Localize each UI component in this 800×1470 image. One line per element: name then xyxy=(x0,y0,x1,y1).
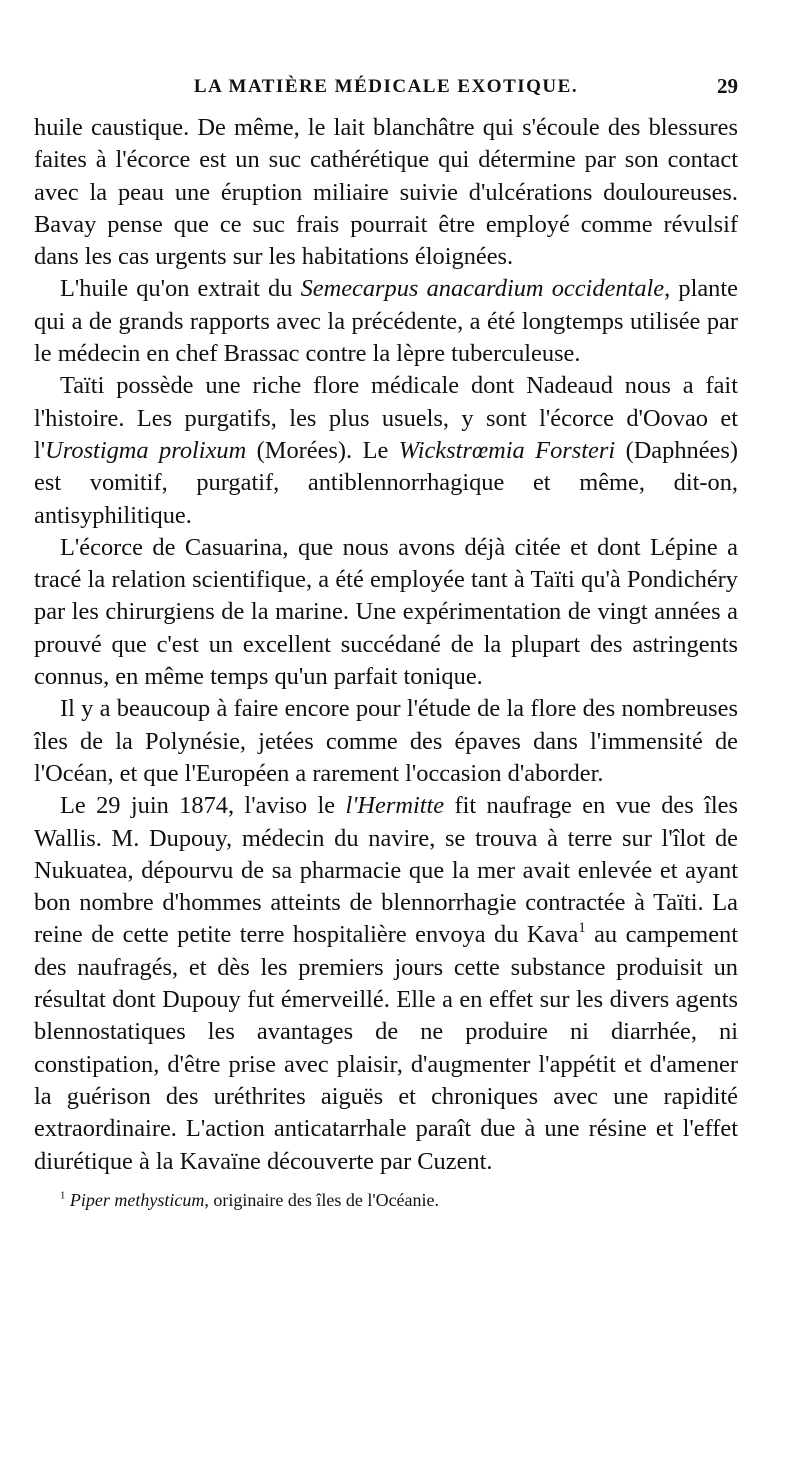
ship-name: l'Hermitte xyxy=(345,792,445,820)
paragraph-4 xyxy=(34,532,738,693)
running-title: LA MATIÈRE MÉDICALE EXOTIQUE. xyxy=(193,76,579,97)
species-name: Semecarpus anacardium occidentale xyxy=(300,275,665,303)
paragraph-text: au campement des naufragés, et dès les premiers jours cette substance produisit un résultat dont Dupouy fut émerveillé. Elle a en effet sur les divers agents blennostatiques les avantages de ne produire ni diarrhée, ni constipation, d'être prise avec plaisir, d'augmenter l'appétit et d'amener la guérison des uréthrites aiguës et chroniques avec une rapidité extraordinaire. L'action anticatarrhale paraît due à une résine et l'effet diurétique à la Kavaïne découverte par Cuzent. xyxy=(34,921,738,1175)
paragraph-text: Taïti possède une riche flore médicale dont Nadeaud nous a fait l'histoire. Les purgatifs, les plus usuels, y sont l'écorce d'Oovao et l' xyxy=(34,372,738,464)
paragraph-text: Il y a beaucoup à faire encore pour l'étude de la flore des nombreuses îles de la Polynésie, jetées comme des épaves dans l'immensité de l'Océan, et que l'Européen a rarement l'occasion d'aborder. xyxy=(34,695,738,787)
paragraph-text: L'huile qu'on extrait du xyxy=(60,275,301,303)
paragraph-text: L'écorce de Casuarina, que nous avons déjà citée et dont Lépine a tracé la relation scientifique, a été employée tant à Taïti qu'à Pondichéry par les chirurgiens de la marine. Une expérimentation de vingt années a prouvé que c'est un excellent succédané de la plupart des astringents connus, en même temps qu'un parfait tonique. xyxy=(34,533,738,691)
footnote xyxy=(34,1188,738,1212)
footnote-text: , originaire des îles de l'Océanie. xyxy=(204,1189,440,1210)
footnote-marker: 1 xyxy=(60,1189,66,1202)
paragraph-text: (Daphnées) est vomitif, purgatif, antiblennorrhagique et même, dit-on, antisyphilitique. xyxy=(34,436,738,529)
paragraph-text: , plante qui a de grands rapports avec la précédente, a été longtemps utilisée par le médecin en chef Brassac contre la lèpre tuberculeuse. xyxy=(34,275,738,368)
paragraph-3 xyxy=(34,370,738,531)
paragraph-6 xyxy=(34,790,738,1178)
species-name: Wickstrœmia Forsteri xyxy=(398,436,616,464)
paragraph-text: fit naufrage en vue des îles Wallis. M. Dupouy, médecin du navire, se trouva à terre sur l'îlot de Nukuatea, dépourvu de sa pharmacie que la mer avait enlevée et ayant bon nombre d'hommes atteints de blennorrhagie contractée à Taïti. La reine de cette petite terre hospitalière envoya du Kava xyxy=(34,792,738,949)
paragraph-5 xyxy=(34,693,738,790)
species-name: Piper methysticum xyxy=(69,1189,205,1210)
body-text xyxy=(34,112,738,1178)
paragraph-1 xyxy=(34,112,738,273)
footnote-ref: 1 xyxy=(578,920,586,937)
paragraph-2 xyxy=(34,273,738,370)
book-page xyxy=(34,72,738,1212)
paragraph-text: huile caustique. De même, le lait blanchâtre qui s'écoule des blessures faites à l'écorce est un suc cathérétique qui détermine par son contact avec la peau une éruption miliaire suivie d'ulcérations douloureuses. Bavay pense que ce suc frais pourrait être employé comme révulsif dans les cas urgents sur les habitations éloignées. xyxy=(34,114,738,271)
species-name: Urostigma prolixum xyxy=(45,436,247,464)
running-head xyxy=(34,72,738,112)
paragraph-text: (Morées). Le xyxy=(246,436,399,464)
page-number: 29 xyxy=(717,74,738,98)
paragraph-text: Le 29 juin 1874, l'aviso le xyxy=(60,792,346,820)
